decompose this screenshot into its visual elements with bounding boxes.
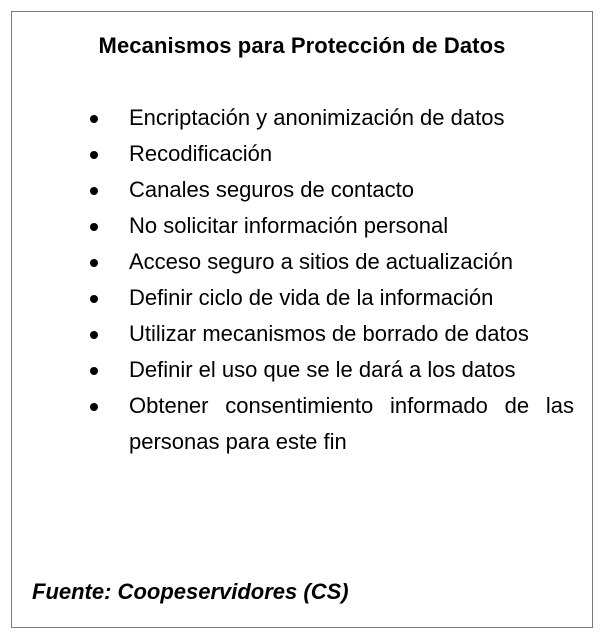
list-item [12, 280, 592, 316]
source-citation: Fuente: Coopeservidores (CS) [32, 579, 349, 604]
bullet-icon [90, 295, 98, 303]
list-item [12, 136, 592, 172]
bullet-icon [90, 151, 98, 159]
bullet-icon [90, 331, 98, 339]
bullet-icon [90, 259, 98, 267]
list-item-text: Recodificación [129, 141, 273, 166]
list-item-text: Encriptación y anonimización de datos [129, 105, 505, 130]
list-item-text: Canales seguros de contacto [129, 177, 414, 202]
document-box [11, 11, 593, 628]
mechanism-list [12, 100, 592, 460]
bullet-icon [90, 115, 98, 123]
list-item [12, 100, 592, 136]
document-title: Mecanismos para Protección de Datos [98, 33, 506, 58]
list-item [12, 352, 592, 388]
bullet-icon [90, 367, 98, 375]
bullet-icon [90, 187, 98, 195]
list-item-text: Definir el uso que se le dará a los datos [129, 357, 516, 382]
list-item [12, 244, 592, 280]
list-item [12, 208, 592, 244]
bullet-icon [90, 223, 98, 231]
list-item-text: Acceso seguro a sitios de actualización [129, 249, 513, 274]
bullet-icon [90, 403, 98, 411]
list-item-text: Obtener consentimiento informado de las personas para este fin [129, 393, 574, 454]
list-item [12, 172, 592, 208]
list-item-text: Utilizar mecanismos de borrado de datos [129, 321, 529, 346]
list-item-text: Definir ciclo de vida de la información [129, 285, 494, 310]
list-item [12, 316, 592, 352]
list-item-text: No solicitar información personal [129, 213, 449, 238]
list-item [12, 388, 592, 460]
